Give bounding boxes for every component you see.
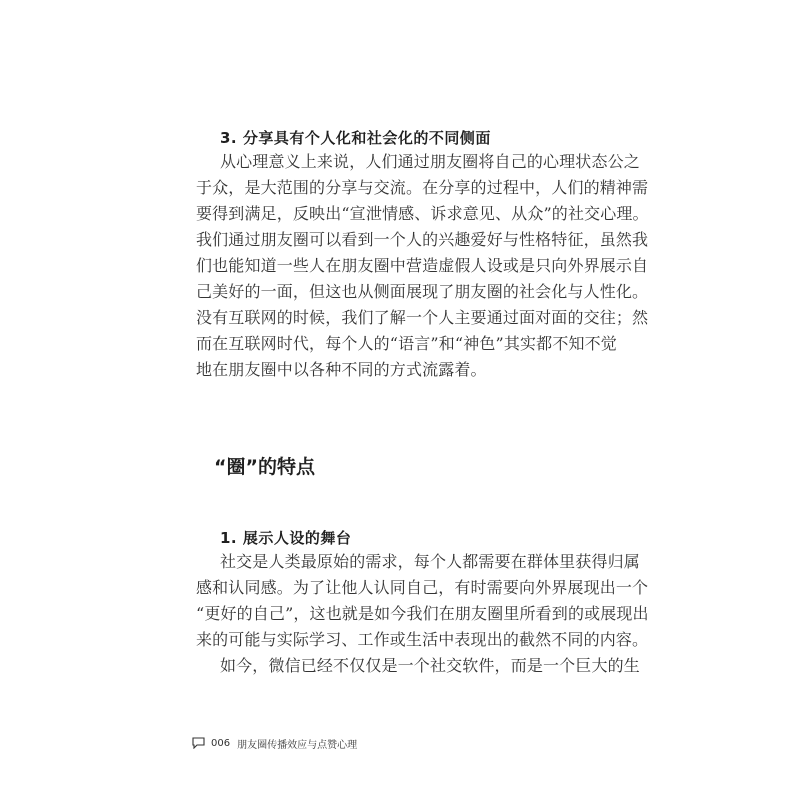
paragraph-line: 而在互联网时代，每个人的“语言”和“神色”其实都不知不觉 — [196, 334, 617, 353]
paragraph-line: 地在朋友圈中以各种不同的方式流露着。 — [196, 360, 487, 379]
book-title: 朋友圈传播效应与点赞心理 — [237, 739, 358, 751]
paragraph-line: 如今，微信已经不仅仅是一个社交软件，而是一个巨大的生 — [220, 656, 640, 675]
paragraph-line: 我们通过朋友圈可以看到一个人的兴趣爱好与性格特征，虽然我 — [196, 230, 649, 249]
speech-bubble-icon — [192, 737, 205, 749]
paragraph-line: 社交是人类最原始的需求，每个人都需要在群体里获得归属 — [220, 552, 640, 571]
paragraph-line: 从心理意义上来说，人们通过朋友圈将自己的心理状态公之 — [220, 152, 640, 171]
page-footer — [192, 735, 357, 751]
paragraph-line: “更好的自己”，这也就是如今我们在朋友圈里所看到的或展现出 — [196, 604, 649, 623]
section-heading-persona-stage: 1. 展示人设的舞台 — [220, 529, 352, 547]
page-number: 006 — [211, 737, 231, 749]
paragraph-line: 感和认同感。为了让他人认同自己，有时需要向外界展现出一个 — [196, 578, 649, 597]
paragraph-line: 来的可能与实际学习、工作或生活中表现出的截然不同的内容。 — [196, 630, 649, 649]
paragraph-line: 于众，是大范围的分享与交流。在分享的过程中，人们的精神需 — [196, 178, 649, 197]
section-heading-sharing: 3. 分享具有个人化和社会化的不同侧面 — [220, 129, 491, 147]
paragraph-line: 没有互联网的时候，我们了解一个人主要通过面对面的交往；然 — [196, 308, 649, 327]
paragraph-line: 要得到满足，反映出“宣泄情感、诉求意见、从众”的社交心理。 — [196, 204, 649, 223]
chapter-heading-circle-features: “圈”的特点 — [214, 456, 315, 478]
paragraph-line: 们也能知道一些人在朋友圈中营造虚假人设或是只向外界展示自 — [196, 256, 649, 275]
paragraph-line: 己美好的一面，但这也从侧面展现了朋友圈的社会化与人性化。 — [196, 282, 649, 301]
